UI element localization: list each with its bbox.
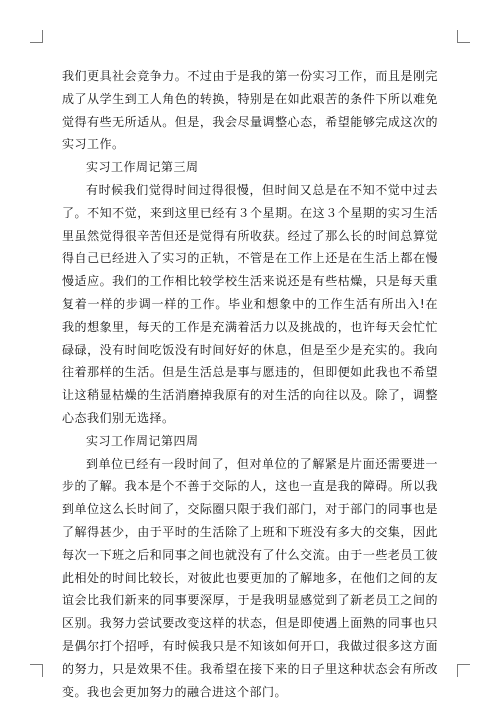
paragraph-week-three: 有时候我们觉得时间过得很慢，但时间又总是在不知不觉中过去了。不知不觉，来到这里已经有３个星期。在这３个星期的实习生活里虽然觉得很辛苦但还是觉得有所收获。经过了那么长的时间总算觉得自己已经进入了实习的正轨，不管是在工作上还是在生活上都在慢慢适应。我们的工作相比较学校生活来说还是有些枯燥，只是每天重复着一样的步调一样的工作。毕业和想象中的工作生活有所出入!在我的想象里，每天的工作是充满着活力以及挑战的，也许每天会忙忙碌碌，没有时间吃饭没有时间好好的休息，但是至少是充实的。我向往着那样的生活。但是生活总是事与愿违的，但即便如此我也不希望让这稍显枯燥的生活消磨掉我原有的对生活的向往以及。除了，调整心态我们别无选择。	[62, 182, 438, 425]
crop-mark-top-right-h	[457, 42, 470, 43]
crop-mark-top-right-v	[457, 30, 458, 43]
crop-mark-bottom-right-h	[457, 664, 470, 665]
heading-week-four: 实习工作周记第四周	[86, 433, 199, 448]
document-body	[62, 65, 438, 703]
crop-mark-bottom-left-v	[42, 664, 43, 677]
paragraph-continued: 我们更具社会竞争力。不过由于是我的第一份实习工作，而且是刚完成了从学生到工人角色的转换，特别是在如此艰苦的条件下所以难免觉得有些无所适从。但是，我会尽量调整心态，希望能够完成这次的实习工作。	[62, 69, 438, 152]
paragraph-week-four: 到单位已经有一段时间了，但对单位的了解紧是片面还需要进一步的了解。我本是个不善于交际的人，这也一直是我的障碍。所以我到单位这么长时间了，交际圈只限于我们部门，对于部门的同事也是了解得甚少，由于平时的生活除了上班和下班没有多大的交集，因此每次一下班之后和同事之间也就没有了什么交流。由于一些老员工彼此相处的时间比较长，对彼此也要更加的了解地多，在他们之间的友谊会比我们新来的同事要深厚，于是我明显感觉到了新老员工之间的区别。我努力尝试要改变这样的状态，但是即使遇上面熟的同事也只是偶尔打个招呼，有时候我只是不知该如何开口，我做过很多这方面的努力，只是效果不佳。我希望在接下来的日子里这种状态会有所改变。我也会更加努力的融合进这个部门。	[62, 456, 438, 699]
crop-mark-bottom-right-v	[457, 664, 458, 677]
heading-week-three: 实习工作周记第三周	[86, 160, 199, 175]
crop-mark-top-left-v	[42, 30, 43, 43]
